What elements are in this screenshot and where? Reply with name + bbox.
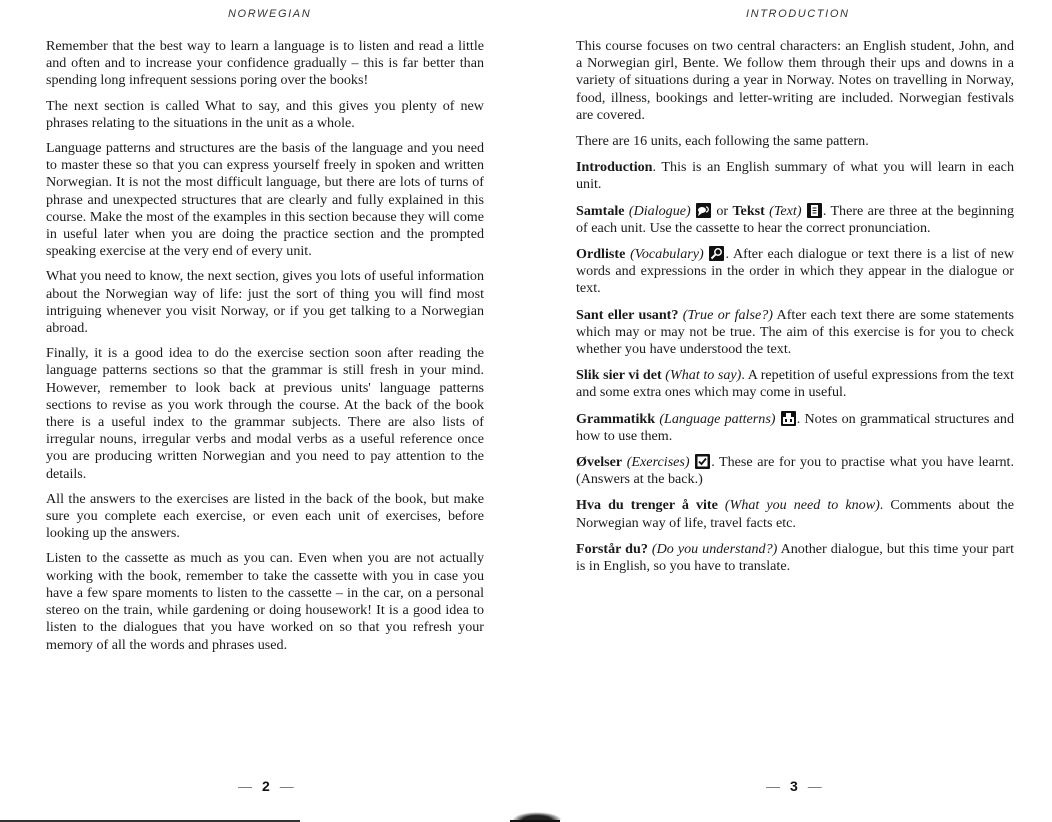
paragraph: This course focuses on two central characters: an English student, John, and a Norwegian girl, Bente. We follow them through their ups and downs in a variety of situations during a year in Norway. Notes on travelling in Norway, food, illness, bookings and letter-writing are included. Norwegian festivals are covered.	[576, 38, 1014, 123]
description: . Comments about the Norwegian way of life, travel facts etc.	[576, 497, 1014, 531]
right-page-body	[576, 38, 1014, 584]
dialogue-icon	[696, 203, 711, 218]
exercises-icon	[695, 454, 710, 469]
term: Sant eller usant?	[576, 306, 679, 323]
gloss: (What you need to know)	[724, 497, 880, 514]
term: Grammatikk	[576, 410, 656, 427]
description: . A repetition of useful expressions from the text and some extra ones which may come in useful.	[576, 367, 1014, 401]
right-page-number: — 3 —	[766, 778, 822, 794]
paragraph: Finally, it is a good idea to do the exercise section soon after reading the language patterns sections so that the grammar is still fresh in your mind. However, remember to look back at previous units' language patterns sections to revise as you work through the course. At the back of the book there is a useful index to the grammar subjects. There are also lists of irregular nouns, irregular verbs and modal verbs as a useful reference once you are producing written Norwegian and you need to pay attention to the details.	[46, 345, 484, 482]
term: Øvelser	[576, 454, 623, 471]
paragraph: There are 16 units, each following the same pattern.	[576, 133, 869, 150]
right-running-header: INTRODUCTION	[746, 8, 850, 20]
section-slik-sier-vi-det	[576, 367, 1014, 401]
gloss: (What to say)	[665, 367, 742, 384]
section-grammatikk	[576, 411, 1014, 445]
term: Slik sier vi det	[576, 367, 662, 384]
gloss: (Exercises)	[626, 454, 690, 471]
gloss: (Language patterns)	[659, 410, 776, 427]
description: After each text there are some statements which may or may not be true. The aim of this exercise is for you to check whether you have understood the text.	[576, 306, 1014, 358]
gloss: (Text)	[769, 202, 802, 219]
paragraph: What you need to know, the next section, gives you lots of useful information about the Norwegian way of life: just the sort of thing you will find most intriguing whenever you visit Norway, or if you get talking to a Norwegian abroad.	[46, 268, 484, 337]
paragraph: The next section is called What to say, and this gives you plenty of new phrases relating to the situations in the unit as a whole.	[46, 97, 484, 131]
gloss: (Vocabulary)	[630, 246, 704, 263]
term: Tekst	[732, 202, 765, 219]
section-introduction	[576, 159, 1014, 193]
paragraph: All the answers to the exercises are listed in the back of the book, but make sure you complete each exercise, or even each unit of exercises, before looking up the answers.	[46, 490, 484, 542]
section-sant-eller-usant	[576, 307, 1014, 359]
description: . These are for you to practise what you have learnt. (Answers at the back.)	[576, 454, 1014, 488]
paragraph: Listen to the cassette as much as you can. Even when you are not actually working with the book, remember to take the cassette with you in case you have a few spare moments to listen to the cassette – in the car, on a personal stereo on the train, while gardening or doing housework! It is a good idea to listen to the dialogues that you have worked on so that you refresh your memory of all the words and phrases used.	[46, 550, 484, 653]
connector: or	[716, 202, 729, 219]
section-hva-du-trenger	[576, 497, 1014, 531]
book-spine-shadow	[512, 812, 562, 820]
description: . Notes on grammatical structures and how to use them.	[576, 410, 1014, 444]
description: . This is an English summary of what you will learn in each unit.	[576, 159, 1014, 193]
term: Introduction	[576, 159, 653, 176]
left-running-header: NORWEGIAN	[228, 8, 312, 20]
description: . There are three at the beginning of each unit. Use the cassette to hear the correct pronunciation.	[576, 202, 1015, 236]
section-samtale	[576, 203, 1014, 237]
left-page-number: — 2 —	[238, 778, 294, 794]
term: Samtale	[576, 202, 625, 219]
grammar-icon	[781, 411, 796, 426]
section-ovelser	[576, 454, 1014, 488]
term: Ordliste	[576, 246, 626, 263]
paragraph: Language patterns and structures are the basis of the language and you need to master these so that you can express yourself freely in spoken and written Norwegian. It is not the most difficult language, but there are lots of turns of phrase and unexpected structures that are clearly and fully explained in this course. Make the most of the examples in this section because they will come in useful later when you are doing the practice section and the prompted speaking exercise at the very end of every unit.	[46, 140, 484, 260]
term: Forstår du?	[576, 540, 648, 557]
description: Another dialogue, but this time your part is in English, so you have to translate.	[576, 540, 1015, 575]
gloss: (True or false?)	[682, 306, 773, 323]
gloss: (Do you understand?)	[651, 540, 778, 557]
description: . After each dialogue or text there is a list of new words and expressions in the order in which they appear in the dialogue or text.	[576, 246, 1014, 297]
vocabulary-icon	[709, 246, 724, 261]
left-page-body	[46, 38, 484, 662]
section-ordliste	[576, 246, 1014, 298]
section-forstar-du	[576, 541, 1014, 575]
text-icon	[807, 203, 822, 218]
paragraph: Remember that the best way to learn a language is to listen and read a little and often and to increase your confidence gradually – this is far better than spending long infrequent sessions poring over the books!	[46, 38, 484, 89]
gloss: (Dialogue)	[628, 202, 691, 219]
term: Hva du trenger å vite	[576, 497, 718, 514]
